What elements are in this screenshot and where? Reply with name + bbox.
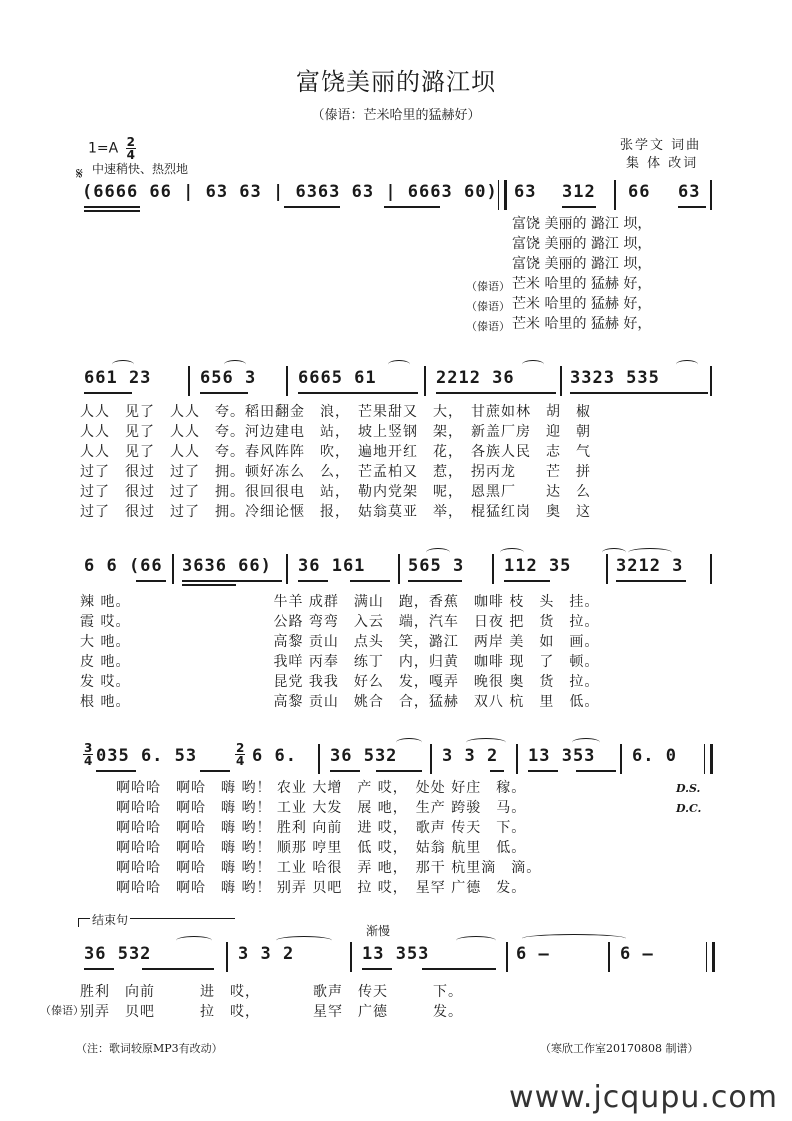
barline [398,554,400,584]
underline [490,770,504,772]
underline [422,968,496,970]
barline [608,942,610,972]
underline [96,770,136,772]
barline [188,366,190,396]
key-signature [88,136,136,161]
underline [384,206,440,208]
ending-lyrics: 胜利 向前 进 哎， 歌声 传天 下。 别弄 贝吧 拉 哎， 星罕 广德 发。 [80,984,463,1020]
underline [576,770,616,772]
barline [492,554,494,584]
barline [506,942,508,972]
measure-notes: 3 3 2 [442,746,499,766]
barline [620,744,622,774]
measure-notes: 312 [562,182,596,202]
time-signature-change: $\frac{2}{4}$ [236,741,245,768]
dai-language-tag: （傣语） [466,300,510,313]
underline [678,206,706,208]
barline [606,554,608,584]
underline [616,580,686,582]
underline [408,580,462,582]
measure-notes: 6 – [516,944,550,964]
dc-marking: D.C. [676,802,702,815]
time-signature-change: $\frac{3}{4}$ [84,741,93,768]
segno-sign: 𝄋 [76,164,83,183]
dai-language-tag: （傣语） [466,320,510,333]
slur [522,360,544,369]
song-title: 富饶美丽的潞江坝 [296,68,496,96]
underline [284,206,340,208]
measure-notes: 6 6 (66 [84,556,163,576]
staff-row-5 [80,938,712,982]
site-watermark: www.jcqupu.com [509,1080,778,1115]
underline [298,392,418,394]
underline [436,392,556,394]
arranger-credit: 集 体 改词 [626,156,699,171]
underline [330,770,360,772]
barline [710,180,712,210]
slur [456,936,496,945]
verse-lyrics-4: 啊哈哈 啊哈 嗨 哟！ 农业 大增 产 哎， 处处 好庄 稼。 啊哈哈 啊哈 嗨 哟！ 工业 大发 展 吔， 生产 跨骏 马。 啊哈哈 啊哈 嗨 哟！ 胜利 向前 进 哎， 歌声 传天 下。 啊哈哈 啊哈 嗨 哟！ 顺那 哼里 低 哎， 姑翁 航里 低。 啊哈哈 啊哈 嗨 哟！ 工业 哈很 弄 吔， 那干 杭里滴 滴。 啊哈哈 啊哈 嗨 哟！ 别弄 贝吧 拉 哎， 星罕 广德 发。 [116,780,542,896]
underline [142,968,214,970]
barline [424,366,426,396]
measure-notes: 6 6. [252,746,297,766]
measure-notes: 3323 535 [570,368,660,388]
intro-notes: (6666 66 | 63 63 | 6363 63 | 6663 60) [82,182,498,202]
underline [200,392,248,394]
key-label: 1=A [88,140,119,157]
ritardando-marking: 渐慢 [366,924,391,938]
slur [466,738,506,747]
underline [200,770,230,772]
staff-row-2 [80,362,712,406]
tie [522,934,626,943]
studio-credit: （寒欣工作室20170808 制谱） [540,1042,699,1055]
slur [676,360,698,369]
slur [572,738,600,747]
repeat-barline [498,180,503,210]
measure-notes: 112 35 [504,556,572,576]
final-barline [706,942,711,972]
underline [136,580,166,582]
slur [276,936,332,945]
verse-lyrics-1: 富饶 美丽的 潞江 坝， 富饶 美丽的 潞江 坝， 富饶 美丽的 潞江 坝， 芒米 哈里的 猛赫 好， 芒米 哈里的 猛赫 好， 芒米 哈里的 猛赫 好， [512,216,652,332]
time-signature: $\frac{2}{4}$ [126,135,136,162]
underline [350,580,390,582]
barline [430,744,432,774]
barline [226,942,228,972]
measure-notes: 565 3 [408,556,465,576]
measure-notes: 3636 66) [182,556,272,576]
barline [710,554,712,584]
measure-notes: 36 161 [298,556,366,576]
barline [560,366,562,396]
underline [298,580,328,582]
barline [172,554,174,584]
underline [84,210,140,212]
staff-row-3 [80,550,712,594]
measure-notes: 6 – [620,944,654,964]
measure-notes: 36 532 [84,944,152,964]
dai-language-tag: （傣语） [40,1004,84,1017]
measure-notes: 13 353 [362,944,430,964]
measure-notes: 36 532 [330,746,398,766]
measure-notes: 3212 3 [616,556,684,576]
composer-credit: 张学文 词曲 [620,138,702,153]
measure-notes: 656 3 [200,368,257,388]
verse-lyrics-3: 辣 吔。 牛羊 成群 满山 跑，香蕉 咖啡 枝 头 挂。 霞 哎。 公路 弯弯 入云 端，汽车 日夜 把 货 拉。 大 吔。 高黎 贡山 点头 笑，潞江 两岸 美 如 画。 皮 吔。 我咩 丙奉 练丁 内，归黄 咖啡 现 了 顿。 发 哎。 昆党 我我 好么 发，嘎弄 晚很 奥 货 拉。 根 吔。 高黎 贡山 姚合 合，猛赫 双八 杭 里 低。 [80,594,600,710]
underline [562,206,596,208]
measure-notes: 6. 0 [632,746,677,766]
underline [84,968,114,970]
underline [504,580,550,582]
measure-notes: 13 353 [528,746,596,766]
tempo-marking: 中速稍快、热烈地 [92,162,189,176]
slur [176,936,212,945]
underline [84,392,132,394]
underline [376,770,422,772]
repeat-end-barline [704,744,709,774]
underline [182,580,282,582]
measure-notes: 63 [514,182,537,202]
ending-label: 结束句 [92,913,129,927]
underline [528,770,558,772]
measure-notes: 035 6. 53 [96,746,198,766]
underline [362,968,392,970]
barline [286,366,288,396]
measure-notes: 2212 36 [436,368,515,388]
barline [614,180,616,210]
measure-notes: 661 23 [84,368,152,388]
barline [516,744,518,774]
footnote: （注：歌词较原MP3有改动） [76,1042,223,1055]
barline [286,554,288,584]
song-subtitle: （傣语：芒米哈里的猛赫好） [311,108,481,123]
ds-marking: D.S. [676,782,701,795]
underline [84,206,140,208]
measure-notes: 3 3 2 [238,944,295,964]
barline [350,942,352,972]
dai-language-tag: （傣语） [466,280,510,293]
barline [318,744,320,774]
slur [396,738,422,747]
barline [710,366,712,396]
measure-notes: 66 [628,182,651,202]
measure-notes: 63 [678,182,701,202]
measure-notes: 6665 61 [298,368,377,388]
underline [182,584,236,586]
underline [570,392,708,394]
slur [388,360,410,369]
verse-lyrics-2: 人人 见了 人人 夸。稻田翻金 浪， 芒果甜又 大， 甘蔗如林 胡 椒 人人 见了 人人 夸。河边建电 站， 坡上竖钢 架， 新盖厂房 迎 朝 人人 见了 人人 夸。春风阵阵 吹， 遍地开红 花， 各族人民 志 气 过了 很过 过了 拥。顿好冻么 么， 芒孟柏又 惹， 拐丙龙 芒 拼 过了 很过 过了 拥。很回很电 站， 勒内党架 呢， 恩黑厂 达 么 过了 很过 过了 拥。冷细论惬 报， 姑翁莫亚 举， 棍猛红岗 奥 这 [80,404,591,520]
